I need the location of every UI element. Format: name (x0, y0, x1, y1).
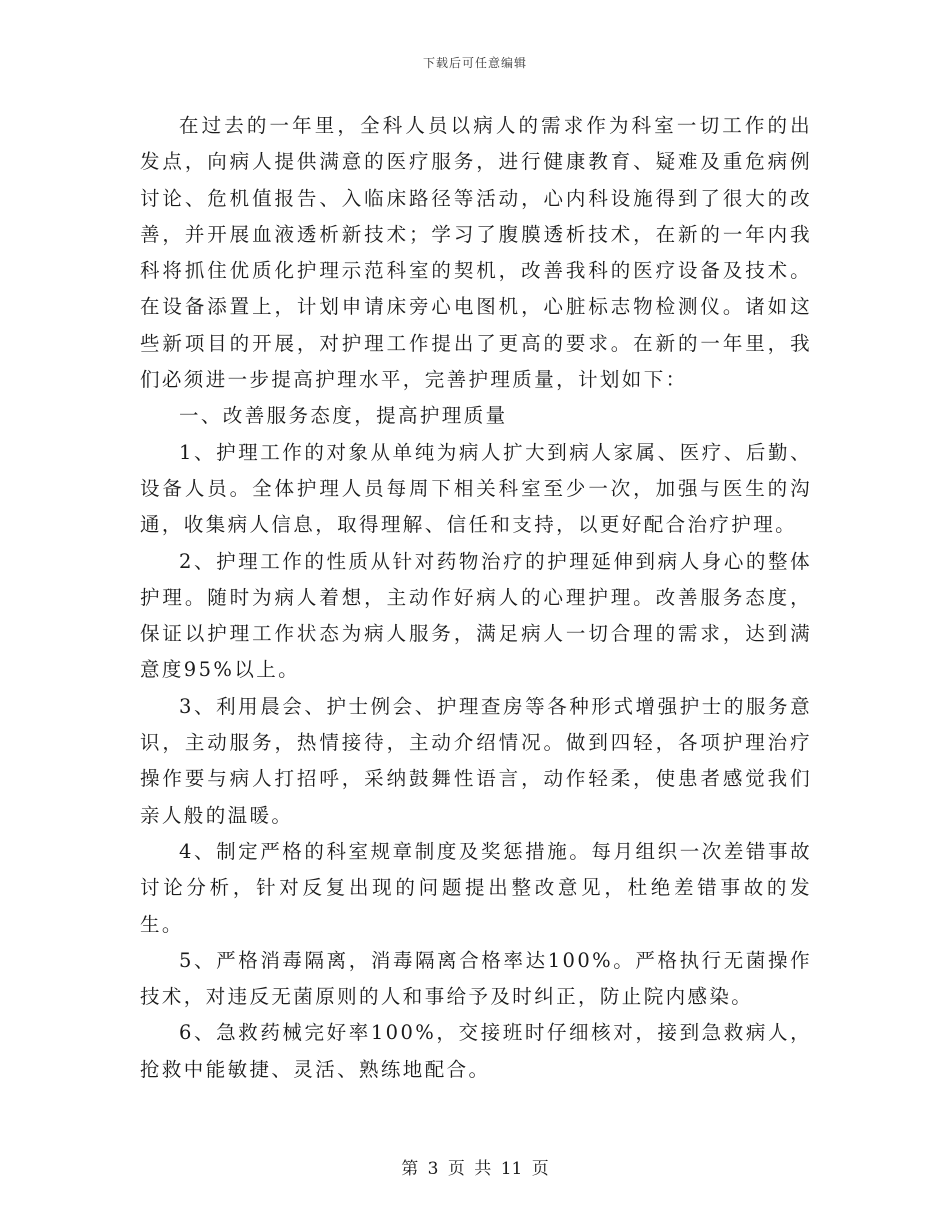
page-header: 下载后可任意编辑 (422, 56, 527, 70)
section-heading: 一、改善服务态度，提高护理质量 (179, 404, 508, 428)
page-number-footer: 第 3 页 共 11 页 (401, 1159, 549, 1179)
paragraph-item-6: 6、急救药械完好率100%，交接班时仔细核对，接到急救病人，抢救中能敏捷、灵活、熟练地配合。 (140, 1021, 812, 1081)
paragraph-intro: 在过去的一年里，全科人员以病人的需求作为科室一切工作的出发点，向病人提供满意的医疗服务，进行健康教育、疑难及重危病例讨论、危机值报告、入临床路径等活动，心内科设施得到了很大的改善，并开展血液透析新技术；学习了腹膜透析技术，在新的一年内我科将抓住优质化护理示范科室的契机，改善我科的医疗设备及技术。在设备添置上，计划申请床旁心电图机，心脏标志物检测仪。诸如这些新项目的开展，对护理工作提出了更高的要求。在新的一年里，我们必须进一步提高护理水平，完善护理质量，计划如下： (140, 114, 812, 392)
paragraph-item-1: 1、护理工作的对象从单纯为病人扩大到病人家属、医疗、后勤、设备人员。全体护理人员每周下相关科室至少一次，加强与医生的沟通，收集病人信息，取得理解、信任和支持，以更好配合治疗护理。 (140, 440, 812, 537)
paragraph-item-3: 3、利用晨会、护士例会、护理查房等各种形式增强护士的服务意识，主动服务，热情接待，主动介绍情况。做到四轻，各项护理治疗操作要与病人打招呼，采纳鼓舞性语言，动作轻柔，使患者感觉我们亲人般的温暖。 (140, 694, 812, 827)
paragraph-item-5: 5、严格消毒隔离，消毒隔离合格率达100%。严格执行无菌操作技术，对违反无菌原则的人和事给予及时纠正，防止院内感染。 (140, 948, 812, 1009)
document-body (140, 108, 812, 1088)
paragraph-item-2: 2、护理工作的性质从针对药物治疗的护理延伸到病人身心的整体护理。随时为病人着想，主动作好病人的心理护理。改善服务态度，保证以护理工作状态为病人服务，满足病人一切合理的需求，达到满意度95%以上。 (140, 549, 812, 682)
paragraph-item-4: 4、制定严格的科室规章制度及奖惩措施。每月组织一次差错事故讨论分析，针对反复出现的问题提出整改意见，杜绝差错事故的发生。 (140, 839, 812, 936)
